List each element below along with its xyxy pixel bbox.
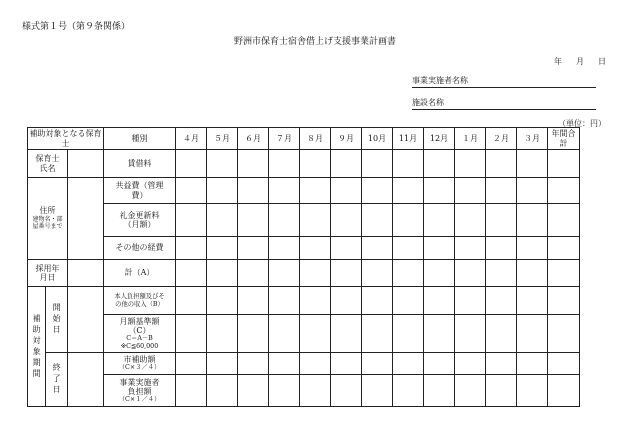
kind-rent: 賃借料 (104, 150, 176, 178)
city-subsidy-formula: （C×３／４） (118, 364, 161, 372)
header-month: 10月 (362, 128, 393, 150)
end-date-input[interactable] (68, 353, 104, 407)
unit-label: （単位：円） (558, 119, 606, 128)
address-input[interactable] (68, 178, 104, 260)
date-line (554, 56, 606, 67)
form-number: 様式第１号（第９条関係） (22, 22, 131, 32)
plan-table (27, 127, 580, 407)
kind-monthly-base-c: 月額基準額（C） C＝A－B ※C≦60,000 (104, 315, 176, 353)
applicant-name-field[interactable]: 事業実施者名称 (412, 75, 596, 88)
kind-self-pay-b: 本人負担額及びその他の収入（B） (104, 287, 176, 315)
address-note: 建物名・部屋番号まで (32, 215, 63, 231)
subsidy-period-label: 補助対象期間 (28, 287, 46, 407)
kind-common-fee: 共益費（管理費） (104, 178, 176, 204)
kind-other: その他の経費 (104, 237, 176, 260)
header-month: １月 (455, 128, 486, 150)
page-title: 野洲市保育士宿舎借上げ支援事業計画書 (233, 37, 396, 47)
operator-burden-formula: （C×１／４） (118, 395, 161, 403)
header-month: ３月 (517, 128, 548, 150)
date-day: 日 (598, 57, 606, 66)
address-label: 住所 建物名・部屋番号まで (28, 178, 68, 260)
date-month: 月 (576, 57, 584, 66)
nursery-teacher-name-input[interactable] (68, 150, 104, 178)
limit-c: ※C≦60,000 (120, 342, 159, 350)
kind-total-a: 計（A） (104, 260, 176, 287)
header-month: ８月 (300, 128, 331, 150)
hire-date-input[interactable] (68, 260, 104, 287)
kind-operator-burden: 事業実施者負担額 （C×１／４） (104, 375, 176, 407)
kind-city-subsidy: 市補助額 （C×３／４） (104, 353, 176, 375)
header-month: 12月 (424, 128, 455, 150)
header-month: 11月 (393, 128, 424, 150)
start-date-label: 開始日 (46, 287, 68, 353)
header-month: ２月 (486, 128, 517, 150)
start-date-input[interactable] (68, 287, 104, 353)
header-month: ９月 (331, 128, 362, 150)
header-target: 補助対象となる保育士 (29, 129, 102, 148)
header-month: ４月 (176, 128, 207, 150)
header-month: ７月 (269, 128, 300, 150)
formula-c: C＝A－B (126, 335, 153, 343)
header-total: 年間合計 (548, 128, 580, 150)
end-date-label: 終了日 (46, 353, 68, 407)
header-month: ５月 (207, 128, 238, 150)
nursery-teacher-name-label: 保育士氏名 (28, 150, 68, 178)
kind-key-money: 礼金更新料（月額） (104, 204, 176, 237)
facility-name-field[interactable]: 施設名称 (412, 97, 596, 110)
date-year: 年 (554, 57, 562, 66)
header-month: ６月 (238, 128, 269, 150)
hire-date-label: 採用年月日 (28, 260, 68, 287)
header-kind: 種別 (104, 128, 176, 150)
